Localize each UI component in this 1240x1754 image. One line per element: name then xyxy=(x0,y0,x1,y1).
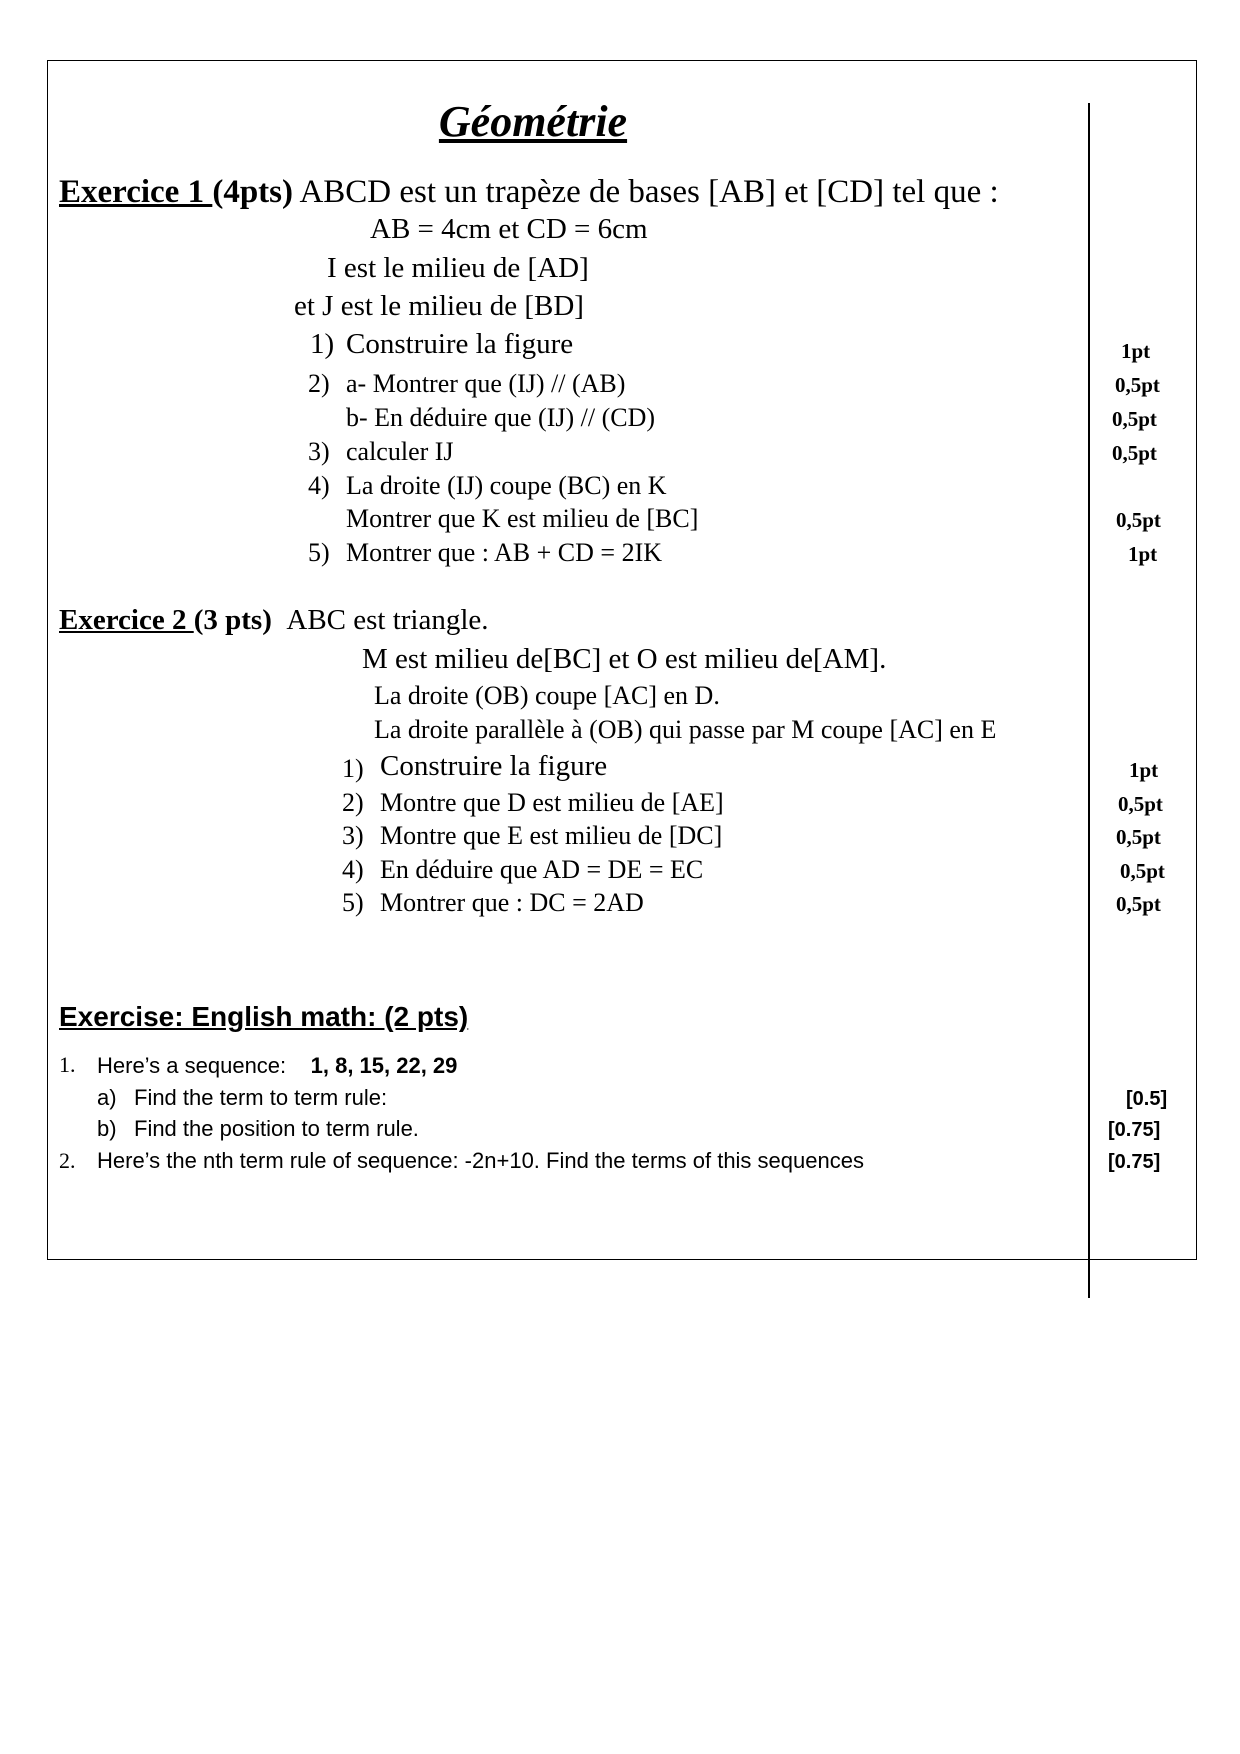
exercise-2-q2-points: 0,5pt xyxy=(1118,792,1163,816)
exercise-2-points: (3 pts) xyxy=(193,604,272,636)
exercise-3-qa: Find the term to term rule: xyxy=(134,1085,388,1110)
exercise-1-q3: calculer IJ xyxy=(346,437,454,466)
exercise-3-title: Exercise: English math: (2 pts) xyxy=(59,1001,469,1032)
exercise-3-q2-points: [0.75] xyxy=(1108,1151,1161,1173)
exercise-1-label: Exercice 1 xyxy=(59,174,213,210)
exercise-2-q5-points: 0,5pt xyxy=(1116,892,1161,916)
exercise-2-q3: Montre que E est milieu de [DC] xyxy=(380,821,723,850)
exercise-3-qa-number: a) xyxy=(97,1085,117,1110)
exercise-2-intro: ABC est triangle. xyxy=(286,604,489,636)
exercise-2-q4: En déduire que AD = DE = EC xyxy=(380,855,704,884)
exercise-3-qb-number: b) xyxy=(97,1116,117,1141)
exercise-3-q1-number: 1. xyxy=(59,1052,76,1077)
exercise-1-q2-number: 2) xyxy=(308,369,330,398)
exercise-2-q5: Montrer que : DC = 2AD xyxy=(380,888,644,917)
exercise-1-q5: Montrer que : AB + CD = 2IK xyxy=(346,538,663,567)
exercise-2-q1-number: 1) xyxy=(342,754,364,783)
exercise-1-q3-points: 0,5pt xyxy=(1112,441,1157,465)
exercise-2-given-e: La droite parallèle à (OB) qui passe par M coupe [AC] en E xyxy=(374,715,997,744)
points-column-divider xyxy=(1088,103,1090,1298)
exercise-3-qb-points: [0.75] xyxy=(1108,1119,1161,1141)
exercise-1-q2b-points: 0,5pt xyxy=(1112,407,1157,431)
exercise-1-q5-points: 1pt xyxy=(1128,542,1158,566)
exercise-2-q3-number: 3) xyxy=(342,821,364,850)
exercise-2-label: Exercice 2 xyxy=(59,604,194,636)
exercise-2-q2: Montre que D est milieu de [AE] xyxy=(380,788,724,817)
exercise-2-header xyxy=(59,606,489,635)
exercise-2-q1: Construire la figure xyxy=(380,750,608,782)
exercise-2-q2-number: 2) xyxy=(342,788,364,817)
exercise-1-q2a: a- Montrer que (IJ) // (AB) xyxy=(346,369,626,398)
exercise-1-q1-points: 1pt xyxy=(1121,339,1151,363)
exercise-2-q4-points: 0,5pt xyxy=(1120,859,1165,883)
exercise-2-q1-points: 1pt xyxy=(1129,758,1159,782)
exercise-2-given-m-o: M est milieu de[BC] et O est milieu de[AM]. xyxy=(362,643,887,675)
exercise-1-q5-number: 5) xyxy=(308,538,330,567)
exercise-3-qa-points: [0.5] xyxy=(1126,1088,1168,1110)
exercise-1-q2a-points: 0,5pt xyxy=(1115,373,1160,397)
exercise-1-q4-number: 4) xyxy=(308,471,330,500)
exercise-1-given-j: et J est le milieu de [BD] xyxy=(294,290,584,322)
exercise-1-header xyxy=(59,176,999,209)
exercise-1-q1: Construire la figure xyxy=(346,328,574,360)
exercise-2-q4-number: 4) xyxy=(342,855,364,884)
exercise-1-given-i: I est le milieu de [AD] xyxy=(327,252,589,284)
exercise-2-q5-number: 5) xyxy=(342,888,364,917)
exercise-1-q2b: b- En déduire que (IJ) // (CD) xyxy=(346,403,656,432)
exercise-3-q2: Here’s the nth term rule of sequence: -2n+10. Find the terms of this sequences xyxy=(97,1148,864,1173)
exercise-3-q1-sequence: 1, 8, 15, 22, 29 xyxy=(310,1053,458,1078)
exercise-1-q1-number: 1) xyxy=(310,328,335,360)
exercise-1-intro: ABCD est un trapèze de bases [AB] et [CD] tel que : xyxy=(299,174,999,210)
exercise-2-given-d: La droite (OB) coupe [AC] en D. xyxy=(374,681,720,710)
exercise-3-qb: Find the position to term rule. xyxy=(134,1116,419,1141)
exercise-1-q4b: Montrer que K est milieu de [BC] xyxy=(346,504,699,533)
page-title: Géométrie xyxy=(438,97,628,146)
exercise-2-q3-points: 0,5pt xyxy=(1116,825,1161,849)
exercise-1-q4-points: 0,5pt xyxy=(1116,508,1161,532)
exercise-1-q3-number: 3) xyxy=(308,437,330,466)
exercise-3-q2-number: 2. xyxy=(59,1148,76,1173)
exercise-3-q1 xyxy=(97,1055,457,1077)
exercise-1-given-lengths: AB = 4cm et CD = 6cm xyxy=(370,213,648,245)
exercise-1-points: (4pts) xyxy=(212,174,293,210)
exercise-3-q1-text: Here’s a sequence: xyxy=(97,1053,287,1078)
exercise-1-q4: La droite (IJ) coupe (BC) en K xyxy=(346,471,667,500)
